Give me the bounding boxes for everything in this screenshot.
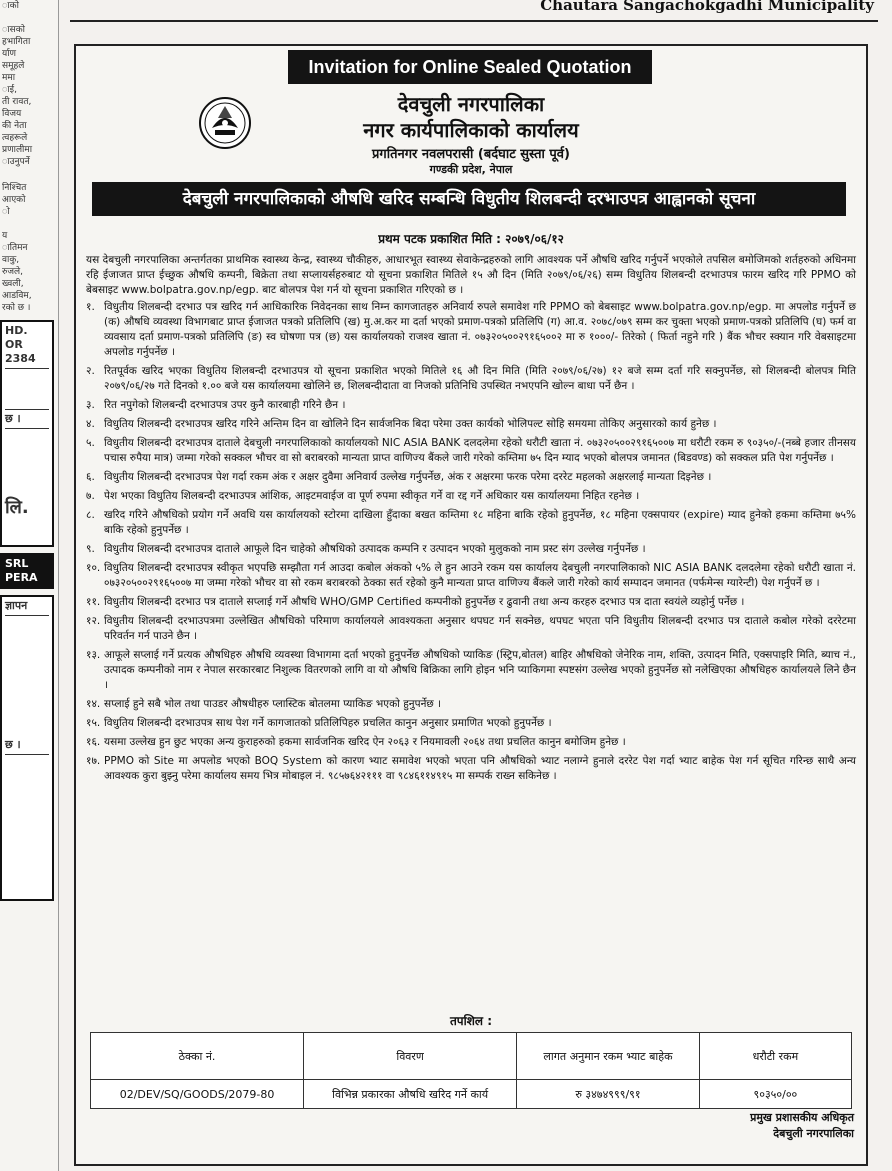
column-header: विवरण [304, 1033, 517, 1080]
clause-number: १०. [86, 562, 101, 574]
estimated-cost-cell: रु ३४७४९९९/९१ [517, 1080, 700, 1109]
clause-number: ९. [86, 543, 95, 555]
ad1-line: छ । [5, 412, 21, 425]
column-header: लागत अनुमान रकम भ्याट बाहेक [517, 1033, 700, 1080]
column-text-fragment: ो [2, 207, 10, 217]
clause-number: २. [86, 365, 95, 377]
clause-text: रित नपुगेको शिलबन्दी दरभाउपत्र उपर कुनै कारबाही गरिने छैन । [104, 399, 346, 411]
column-text-fragment: समूहले [2, 61, 25, 71]
clause-text: पेश भएका विधुतिय शिलबन्दी दरभाउपत्र आंशिक, आइटमवाईज वा पूर्ण रुपमा स्वीकृत गर्ने वा रद्द गर्ने अधिकार यस कार्यालयमा निहित रहनेछ । [104, 490, 640, 502]
contract-number-cell: 02/DEV/SQ/GOODS/2079-80 [91, 1080, 304, 1109]
clause-text: विधुतीय शिलबन्दी दरभाउपत्र दाताले देबचुली नगरपालिकाको कार्यालयको NIC ASIA BANK दलदलेमा रहेको धरौटी खाता नं. ०७३२०५००२९१६५००७ मा धरौटी रकम रु ९०३५०/-(नब्बे हजार तीनसय पचास रुपैया मात्र) जम्मा गरेको सक्कल भौचर वा सो बराबरको मान्यता प्राप्त वाणिज्य बैंकले जारी गरेको कम्तिमा ७५ दिन म्याद भएको बोलपत्र जमानत (बिडवण्ड) को सक्कल प्रति पेश गर्नुपर्नेछ । [104, 437, 856, 464]
signature-block [750, 1110, 854, 1142]
column-text-fragment: वाकु, [2, 255, 20, 265]
clause-item [86, 735, 856, 750]
column-text-fragment: प्रणालीमा [2, 145, 33, 155]
column-text-fragment [0, 12, 58, 24]
clause-item [86, 542, 856, 557]
clause-number: ४. [86, 418, 95, 430]
clause-item [86, 697, 856, 712]
clause-number: १४. [86, 698, 101, 710]
clause-item [86, 716, 856, 731]
clause-number: १७. [86, 755, 101, 767]
description-cell: विभिन्न प्रकारका औषधि खरिद गर्ने कार्य [304, 1080, 517, 1109]
clause-item [86, 398, 856, 413]
left-ad-box-3 [0, 595, 54, 901]
newspaper-top-strip [70, 0, 878, 22]
clause-text: रितपूर्वक खरिद भएका विधुतिय शिलबन्दी दरभाउपत्र यो सूचना प्रकाशित भएको मितिले १६ औ दिन मिति (मिति २०७९/०६/२७) १२ बजे सम्म दर्ता गरि सक्नुपर्नेछ, सो शिलबन्दी बोलपत्र मिति २०७९/०६/२७ गते दिनको १.०० बजे यस कार्यालयमा खोलिने छ, शिलबन्दीदाता वा निजको प्रतिनिधि उपस्थित नभएपनि खोल्न बाधा पर्ने छैन । [104, 365, 856, 392]
clause-item [86, 754, 856, 784]
clause-item [86, 489, 856, 504]
column-text-fragment: य [2, 231, 8, 241]
clause-text: खरिद गरिने औषधिको प्रयोग गर्ने अवधि यस कार्यालयको स्टोरमा दाखिला हुँदाका बखत कम्तिमा १८ महिना बाकि रहेको हुनुपर्नेछ, १८ महिना एक्सपायर (expire) म्याद हुनेको हकमा कम्तिमा ७५% बाकि रहेको हुनुपर्नेछ । [104, 509, 856, 536]
column-text-fragment: विजय [2, 109, 22, 119]
clause-number: ७. [86, 490, 95, 502]
column-text-fragment [0, 218, 58, 230]
clause-text: विधुतीय शिलबन्दी दरभाउपत्र दाताले आफूले दिन चाहेको औषधिको उत्पादक कम्पनि र उत्पादन भएको मुलुकको नाम प्रस्ट संग उल्लेख गर्नुपर्नेछ । [104, 543, 646, 555]
column-text-fragment: रको छ । [2, 303, 31, 313]
clause-text: विधुतीय शिलबन्दी दरभाउपत्र पेश गर्दा रकम अंक र अक्षर दुवैमा अनिवार्य उल्लेख गर्नुपर्नेछ, अंक र अक्षरमा फरक परेमा दररेट महलको अक्षरलाई मान्यता दिइनेछ । [104, 471, 712, 483]
details-table [90, 1032, 852, 1109]
column-text-fragment: त्वहरूले [2, 133, 28, 143]
table-row [91, 1080, 852, 1109]
deposit-amount-cell: ९०३५०/०० [699, 1080, 851, 1109]
notice-headline: देबचुली नगरपालिकाको औषधि खरिद सम्बन्धि विधुतीय शिलबन्दी दरभाउपत्र आह्वानको सूचना [92, 182, 846, 216]
column-text-fragment: हभागिता [2, 37, 31, 47]
tapashil-label: तपशिल : [449, 1014, 493, 1028]
ad1-line: लि. [5, 497, 29, 518]
clause-text: PPMO को Site मा अपलोड भएको BOQ System को कारण भ्याट समावेश भएको भएता पनि औषधिको भ्याट नलाग्ने हुनाले दररेट पेश गर्दा भ्याट बाहेक पेश गर्न सूचित गरिन्छ साथै अन्य आवश्यक कुरा बुझ्नु परेमा कार्यालय समय भित्र मोबाइल नं. ९८५७६४२१११ वा ९८४६११४९१५ मा सम्पर्क राख्न सकिनेछ । [104, 755, 856, 782]
office-address: प्रगतिनगर नवलपरासी (बर्दघाट सुस्ता पूर्व) [372, 147, 570, 162]
column-text-fragment: ाको [2, 1, 19, 11]
clause-text: विधुतिय शिलबन्दी दरभाउपत्र साथ पेश गर्ने कागजातको प्रतिलिपिहरु प्रचलित कानुन अनुसार प्रमाणित भएको हुनुपर्नेछ । [104, 717, 552, 729]
province-name: गण्डकी प्रदेश, नेपाल [429, 163, 513, 176]
column-text-fragment: ासको [2, 25, 26, 35]
column-text-fragment: ाउनुपर्ने [2, 157, 30, 167]
ad1-line: OR [5, 338, 23, 351]
column-text-fragment: ाई, [2, 85, 17, 95]
column-text-fragment: ममा [2, 73, 16, 83]
clause-item [86, 508, 856, 538]
clause-number: ५. [86, 437, 95, 449]
ad1-line: 2384 [5, 352, 36, 365]
clause-text: विधुतीय शिलबन्दी दरभाउ पत्र खरिद गर्न आधिकारिक निवेदनका साथ निम्न कागजातहरु अनिवार्य रुपले समावेश गरि PPMO को बेबसाइट www.bolpatra.gov.np/egp. मा अपलोड गर्नुपर्ने छ (क) औषधि व्यवस्था विभागबाट प्राप्त ईजाजत पत्रको प्रतिलिपि (ख) मु.अ.कर मा दर्ता भएको प्रमाण-पत्रको प्रतिलिपि (ग) आ.व. २०७८/०७९ सम्म कर चुक्ता भएको प्रमाण-पत्रको प्रतिलिपि (घ) फर्म वा व्यवसाय दर्ता प्रमाण-पत्रको प्रतिलिपि (ङ) स्व घोषणा पत्र (छ) यस कार्यालयको राजश्व खाता नं. ०७३२०५००२९१६५००२ मा रु १०००/- तिरेको ( फिर्ता नहुने गरि ) बैंक भौचर स्क्यान गरि वेबसाइटमा अपलोड गर्नुपर्नेछ । [104, 301, 856, 358]
ad2-line: छ । [5, 738, 21, 751]
ad2-line: ज्ञापन [5, 599, 28, 612]
clause-number: ३. [86, 399, 95, 411]
clause-text: विधुतीय शिलबन्दी दरभाउपत्रमा उल्लेखित औषधिको परिमाण कार्यालयले आवश्यकता अनुसार थपघट गर्न सक्नेछ, थपघट भएता पनि विधुतीय शिलबन्दी दरभाउ पत्र दाताले कबोल गरेको दररेटमा परिवर्तन गर्न पाउने छैन । [104, 615, 856, 642]
column-text-fragment: र्याण [2, 49, 17, 59]
ad1-line: HD. [5, 324, 28, 337]
column-text-fragment: आडविम, [2, 291, 32, 301]
clause-text: विधुतीय शिलबन्दी दरभाउ पत्र दाताले सप्लाई गर्ने औषधि WHO/GMP Certified कम्पनीको हुनुपर्नेछ र ढुवानी तथा अन्य करहरु दरभाउ पत्र दाता स्वयंले व्यहोर्नु पर्नेछ । [104, 596, 745, 608]
clause-item [86, 417, 856, 432]
clause-item [86, 364, 856, 394]
clause-item [86, 595, 856, 610]
publish-date: प्रथम पटक प्रकाशित मिति : २०७९/०६/१२ [378, 232, 564, 246]
clause-number: ६. [86, 471, 95, 483]
clause-text: विधुतिय शिलबन्दी दरभाउपत्र खरिद गरिने अन्तिम दिन वा खोलिने दिन सार्वजनिक बिदा परेमा उक्त कार्यको भोलिपल्ट सोहि समयमा तोकिए अनुसारको कार्य हुनेछ । [104, 418, 717, 430]
left-column-text-mid [0, 182, 58, 314]
clause-number: १५. [86, 717, 101, 729]
left-ad-box-1 [0, 320, 54, 547]
column-header: धरौटी रकम [699, 1033, 851, 1080]
clause-item [86, 436, 856, 466]
clause-text: आफूले सप्लाई गर्ने प्रत्यक औषधिहरु औषधि व्यवस्था विभागमा दर्ता भएको हुनुपर्नेछ औषधिको प्याकिङ (स्ट्रिप,बोतल) बाहिर औषधिको जेनेरिक नाम, शक्ति, उत्पादन मिति, एक्सपाइरि मिति, ब्याच नं., उत्पादक कम्पनीको नाम र नेपाल सरकारबाट निशुल्क वितरणको लागि वा यो औषधि बिक्रिका लागि होइन भनि प्याकिगमा स्पष्टसंग उल्लेख भएको हुनुपर्नेछ सो नलेखिएका औषधिहरु कार्यालयले लिने छैन । [104, 649, 856, 691]
signatory-title: प्रमुख प्रशासकीय अधिकृत [750, 1111, 854, 1124]
clause-number: ११. [86, 596, 101, 608]
clause-text: विधुतिय शिलबन्दी दरभाउपत्र स्वीकृत भएपछि सम्झौता गर्न आउदा कबोल अंकको ५% ले हुन आउने रकम यस कार्यालय देबचुली नगरपालिकाको NIC ASIA BANK दलदलेमा रहेको धरौटी खाता नं. ०७३२०५००२९१६५००७ मा जम्मा गरेको भौचर वा सो रकम बराबरको ठेक्का सर्त रहेको कुनै मान्यता प्राप्त वाणिज्य बैंकले जारी गरेको कार्य सम्पादन जमानत (पर्फमेन्स ग्यारेन्टी) पेश गर्नुपर्ने छ । [104, 562, 856, 589]
clause-number: ८. [86, 509, 95, 521]
clause-number: १३. [86, 649, 101, 661]
clause-number: १२. [86, 615, 101, 627]
notice-body [86, 253, 856, 788]
org-name: देवचुली नगरपालिका [397, 92, 545, 116]
clause-item [86, 648, 856, 693]
notice-box [74, 44, 868, 1166]
column-text-fragment: ख्वली, [2, 279, 24, 289]
invitation-banner: Invitation for Online Sealed Quotation [288, 50, 652, 84]
clause-item [86, 614, 856, 644]
header-municipality-name: Chautara Sangachokgadhi Municipality [540, 0, 874, 14]
left-ad-box-2 [0, 553, 54, 589]
clause-item [86, 300, 856, 360]
clause-text: सप्लाई हुने सबै भोल तथा पाउडर औषधीहरु प्लास्टिक बोतलमा प्याकिङ भएको हुनुपर्नेछ । [104, 698, 442, 710]
table-header-row [91, 1033, 852, 1080]
column-text-fragment: ती रावत, [2, 97, 32, 107]
signatory-office: देबचुली नगरपालिका [773, 1127, 854, 1140]
left-column-text-top [0, 0, 58, 168]
clause-text: यसमा उल्लेख हुन छुट भएका अन्य कुराहरुको हकमा सार्वजनिक खरिद ऐन २०६३ र नियमावली २०६४ तथा प्रचलित कानुन बमोजिम हुनेछ । [104, 736, 626, 748]
column-header: ठेक्का नं. [91, 1033, 304, 1080]
clause-item [86, 470, 856, 485]
column-text-fragment: रुजले, [2, 267, 24, 277]
adjacent-column-fragment [0, 0, 59, 1171]
clause-item [86, 561, 856, 591]
clause-number: १. [86, 301, 95, 313]
clause-number: १६. [86, 736, 101, 748]
column-text-fragment: आएको [2, 195, 26, 205]
ad2-line: PERA [5, 571, 38, 584]
column-text-fragment: ातिमन [2, 243, 28, 253]
column-text-fragment: निश्चित [2, 183, 27, 193]
intro-paragraph: यस देबचुली नगरपालिका अन्तर्गतका प्राथमिक स्वास्थ्य केन्द्र, स्वास्थ्य चौकीहरु, आधारभूत स्वास्थ्य सेवाकेन्द्रहरुको लागि आवश्यक पर्ने औषधि खरिद गर्नुपर्ने भएकोले तपसिल बमोजिमको शर्तहरुको अधिनमा रहि ईजाजत प्राप्त ईच्छुक औषधि कम्पनी, बिक्रेता तथा सप्लायर्सहरुबाट यो सूचना प्रकाशित मितिले १५ औ दिन (मिति २०७९/०६/२६) सम्म विधुतिय शिलबन्दी दरभाउपत्र फारम खरिद गरि PPMO को बेबसाइट www.bolpatra.gov.np/egp. बाट बोलपत्र पेश गर्न यो सूचना प्रकाशित गरिएको छ । [86, 254, 856, 296]
ad2-line: SRL [5, 557, 29, 570]
clauses-list [86, 300, 856, 784]
office-name: नगर कार्यपालिकाको कार्यालय [363, 118, 579, 142]
column-text-fragment: की नेता [2, 121, 27, 131]
